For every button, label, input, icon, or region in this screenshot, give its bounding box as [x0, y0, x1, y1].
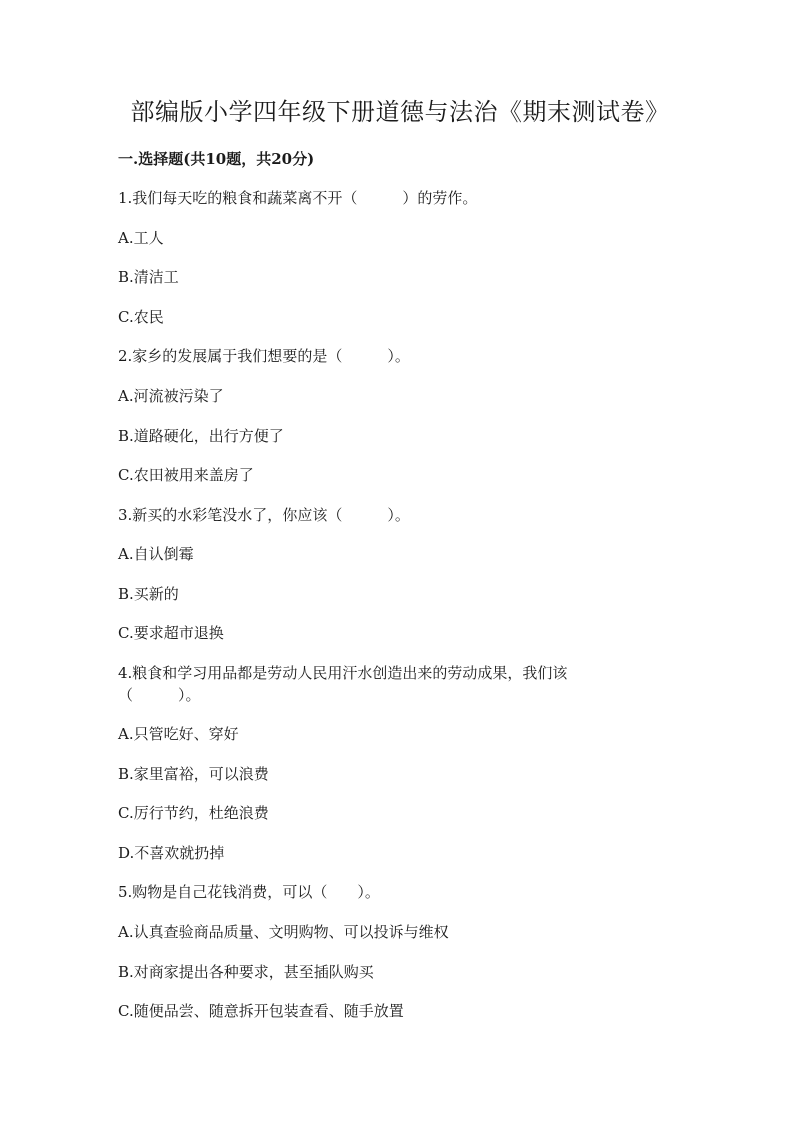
- question-1-option-b: B.清洁工: [118, 268, 179, 286]
- question-5-option-c: C.随便品尝、随意拆开包装查看、随手放置: [118, 1002, 404, 1020]
- question-4-option-b: B.家里富裕，可以浪费: [118, 765, 269, 783]
- question-5-stem: 5.购物是自己花钱消费，可以（ ）。: [118, 883, 380, 901]
- question-5-option-b: B.对商家提出各种要求，甚至插队购买: [118, 963, 374, 981]
- question-3-option-a: A.自认倒霉: [118, 545, 194, 563]
- question-5-option-a: A.认真查验商品质量、文明购物、可以投诉与维权: [118, 923, 449, 941]
- question-3-stem: 3.新买的水彩笔没水了，你应该（ ）。: [118, 506, 410, 524]
- question-1-option-c: C.农民: [118, 308, 164, 326]
- question-1-stem: 1.我们每天吃的粮食和蔬菜离不开（ ）的劳作。: [118, 189, 478, 207]
- question-2-option-a: A.河流被污染了: [118, 387, 224, 405]
- question-1-option-a: A.工人: [118, 229, 164, 247]
- question-4-option-c: C.厉行节约，杜绝浪费: [118, 804, 269, 822]
- page-title: 部编版小学四年级下册道德与法治《期末测试卷》: [130, 98, 670, 126]
- question-2-stem: 2.家乡的发展属于我们想要的是（ ）。: [118, 347, 410, 365]
- question-3-option-c: C.要求超市退换: [118, 624, 224, 642]
- question-4-option-d: D.不喜欢就扔掉: [118, 844, 225, 862]
- question-2-option-b: B.道路硬化，出行方便了: [118, 427, 284, 445]
- question-4-stem-line-2: （ ）。: [118, 686, 201, 704]
- question-3-option-b: B.买新的: [118, 585, 179, 603]
- section-heading: 一.选择题(共10题，共20分): [118, 150, 315, 168]
- question-2-option-c: C.农田被用来盖房了: [118, 466, 254, 484]
- question-4-stem-line-1: 4.粮食和学习用品都是劳动人民用汗水创造出来的劳动成果，我们该: [118, 664, 568, 682]
- question-4-option-a: A.只管吃好、穿好: [118, 725, 239, 743]
